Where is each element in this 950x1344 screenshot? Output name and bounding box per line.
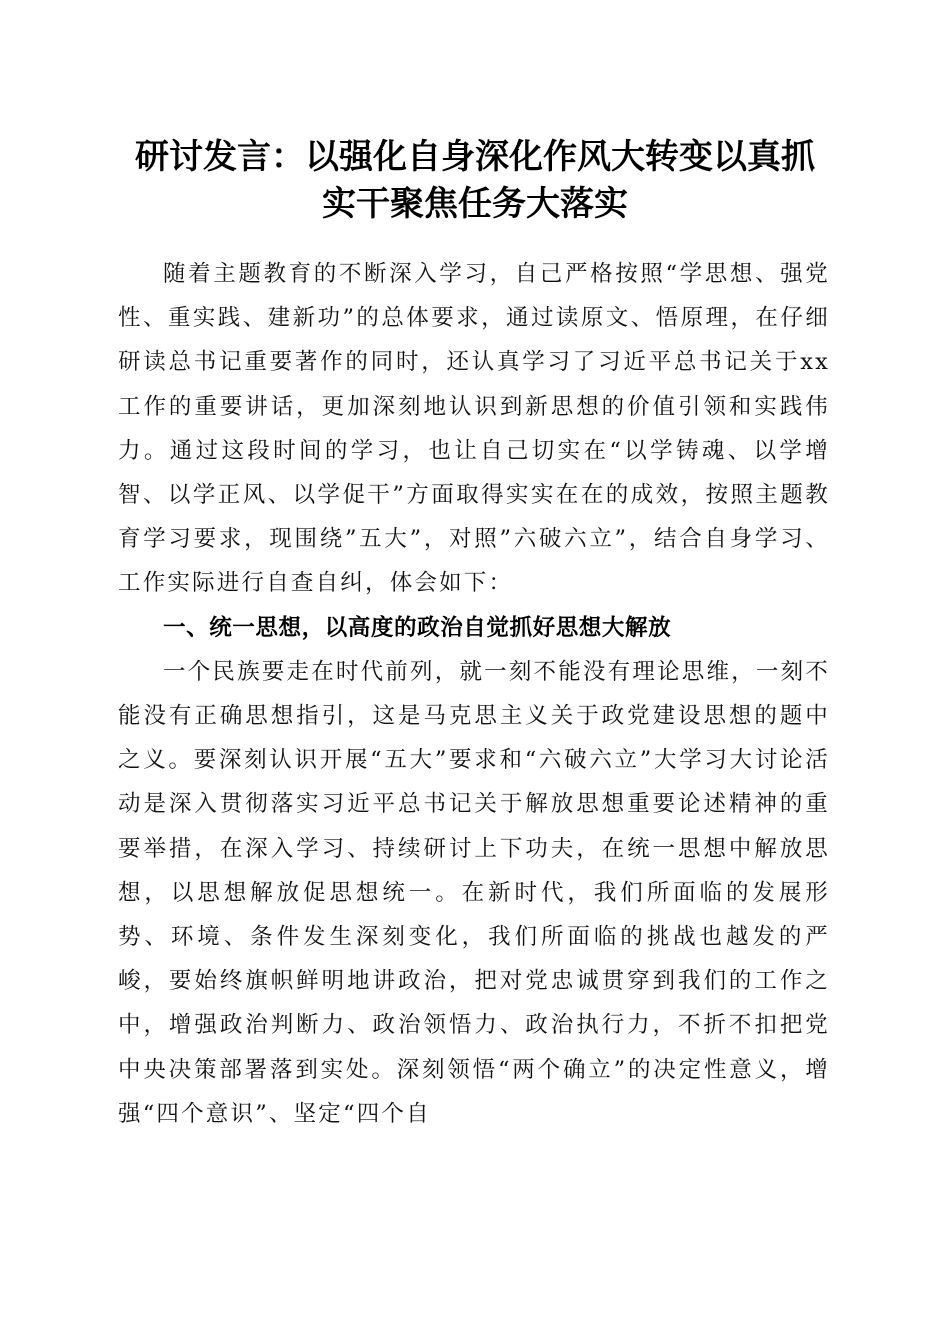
intro-paragraph: 随着主题教育的不断深入学习，自己严格按照“学思想、强党性、重实践、建新功”的总体要求，通过读原文、悟原理，在仔细研读总书记重要著作的同时，还认真学习了习近平总书记关于xx工作的重要讲话，更加深刻地认识到新思想的价值引领和实践伟力。通过这段时间的学习，也让自己切实在“以学铸魂、以学增智、以学正风、以学促干”方面取得实实在在的成效，按照主题教育学习要求，现围绕”五大”，对照”六破六立”，结合自身学习、工作实际进行自查自纠，体会如下： xyxy=(118,261,830,597)
section-paragraph: 一个民族要走在时代前列，就一刻不能没有理论思维，一刻不能没有正确思想指引，这是马克思主义关于政党建设思想的题中之义。要深刻认识开展“五大”要求和“六破六立”大学习大讨论活动是深入贯彻落实习近平总书记关于解放思想重要论述精神的重要举措，在深入学习、持续研讨上下功夫，在统一思想中解放思想，以思想解放促思想统一。在新时代，我们所面临的发展形势、环境、条件发生深刻变化，我们所面临的挑战也越发的严峻，要始终旗帜鲜明地讲政治，把对党忠诚贯穿到我们的工作之中，增强政治判断力、政治领悟力、政治执行力，不折不扣把党中央决策部署落到实处。深刻领悟“两个确立”的决定性意义，增强“四个意识”、坚定“四个自 xyxy=(118,658,830,1127)
title-line-1: 研讨发言：以强化自身深化作风大转变以真抓 xyxy=(135,137,815,177)
title-line-2: 实干聚焦任务大落实 xyxy=(322,184,628,224)
document-title xyxy=(100,134,850,228)
document-body xyxy=(118,252,830,1136)
section-heading: 一、统一思想，以高度的政治自觉抓好思想大解放 xyxy=(163,614,672,641)
